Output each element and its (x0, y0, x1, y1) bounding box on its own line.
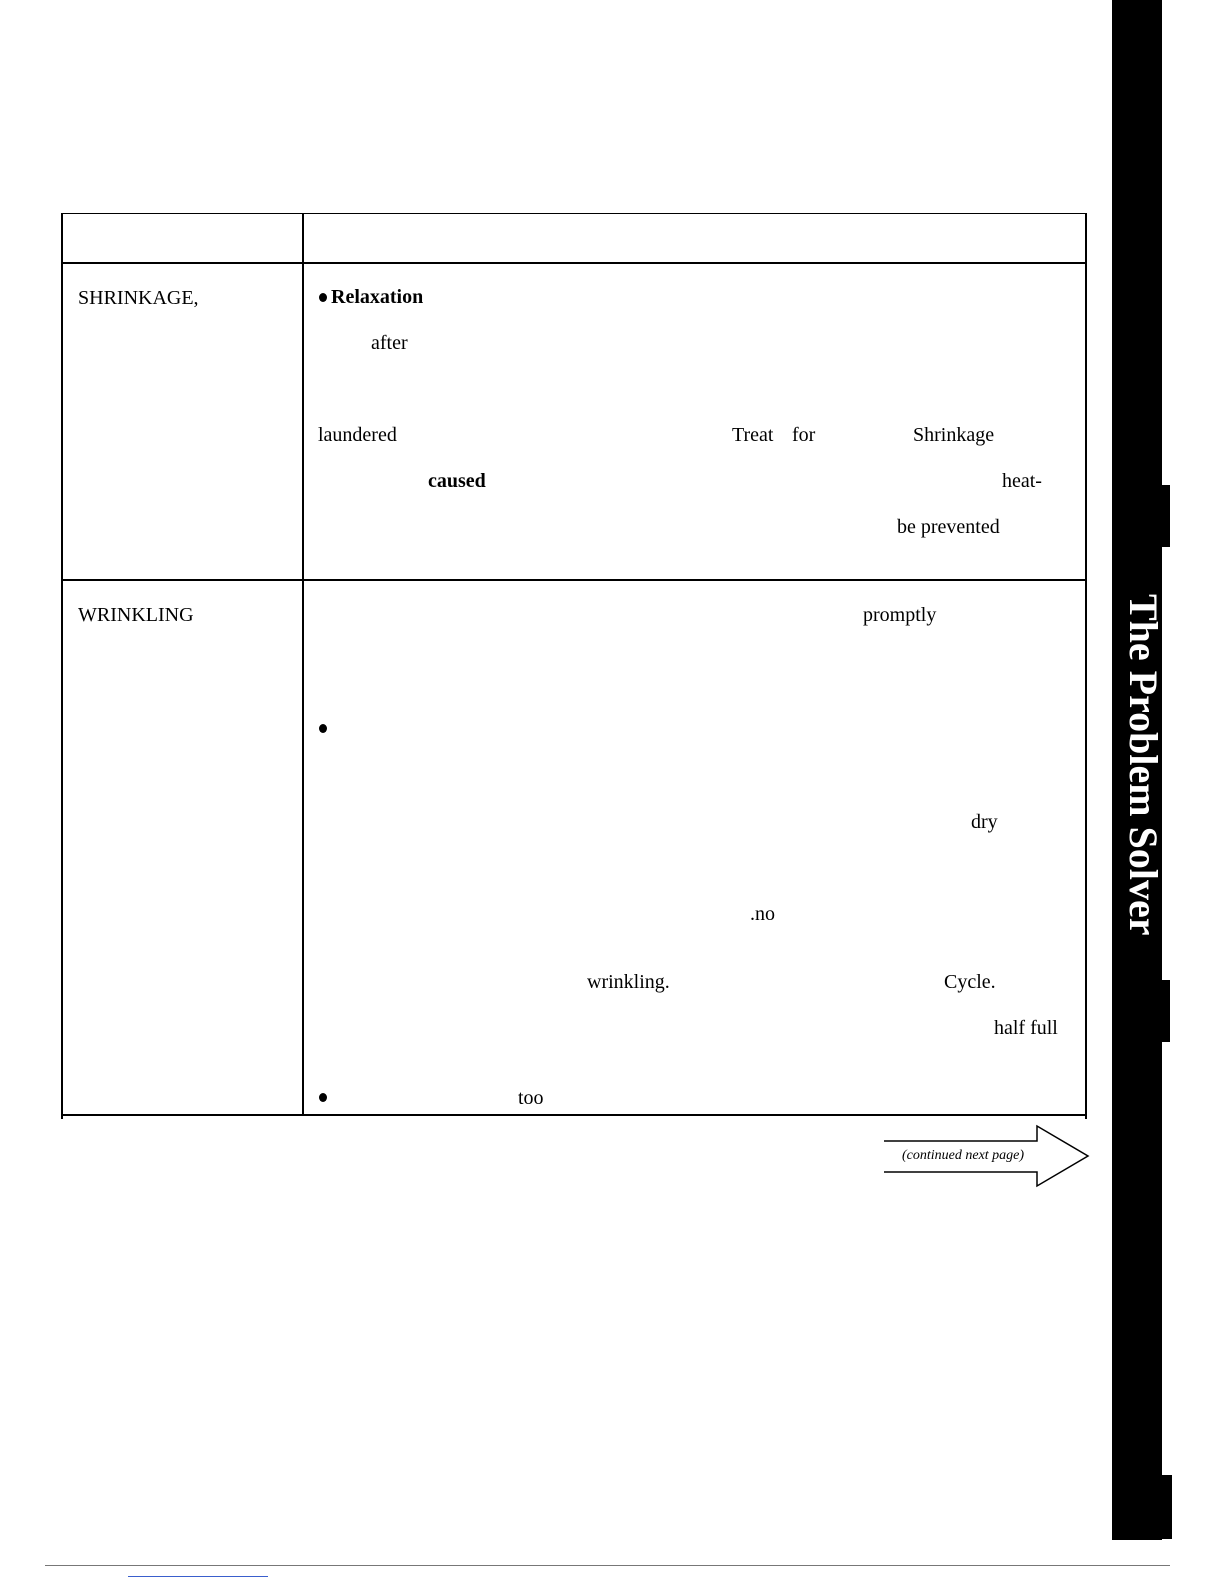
continued-next-page-label: (continued next page) (902, 1148, 1025, 1163)
footer-rule (45, 1565, 1170, 1566)
text-fragment: caused (428, 470, 486, 492)
footer-link-underline[interactable] (128, 1576, 268, 1577)
table-row-divider (61, 579, 1087, 581)
table-top-border (61, 213, 1087, 214)
text-fragment: wrinkling. (587, 971, 670, 993)
problem-label-wrinkling: WRINKLING (78, 604, 194, 626)
sidebar-tab-notch-1 (1150, 485, 1170, 547)
text-fragment: half full (994, 1017, 1058, 1039)
text-fragment: Cycle. (944, 971, 996, 993)
bullet-dot (319, 724, 327, 733)
table-right-border (1085, 213, 1087, 1119)
text-fragment: promptly (863, 604, 937, 626)
text-fragment: Treat (732, 424, 774, 446)
table-header-divider (61, 262, 1087, 264)
sidebar-tab-notch-3 (1150, 1475, 1172, 1539)
problem-label-shrinkage: SHRINKAGE, (78, 287, 199, 309)
table-left-border (61, 213, 63, 1119)
text-fragment: too (518, 1087, 544, 1109)
table-column-divider (302, 213, 304, 1115)
text-fragment: .no (750, 903, 775, 925)
text-fragment: dry (971, 811, 998, 833)
sidebar-tab-notch-2 (1150, 980, 1170, 1042)
bullet-dot (319, 293, 327, 302)
text-fragment: for (792, 424, 816, 446)
sidebar-tab-title: The Problem Solver (1121, 594, 1166, 936)
sidebar-tab-label (1117, 594, 1169, 936)
text-fragment: Shrinkage (913, 424, 995, 446)
table-bottom-border (61, 1114, 1087, 1116)
cause-heading-relaxation: Relaxation (331, 286, 424, 308)
text-fragment: heat- (1002, 470, 1042, 492)
text-fragment: after (371, 332, 408, 354)
text-fragment: be prevented (897, 516, 1000, 538)
bullet-dot (319, 1093, 327, 1102)
text-fragment: laundered (318, 424, 397, 446)
